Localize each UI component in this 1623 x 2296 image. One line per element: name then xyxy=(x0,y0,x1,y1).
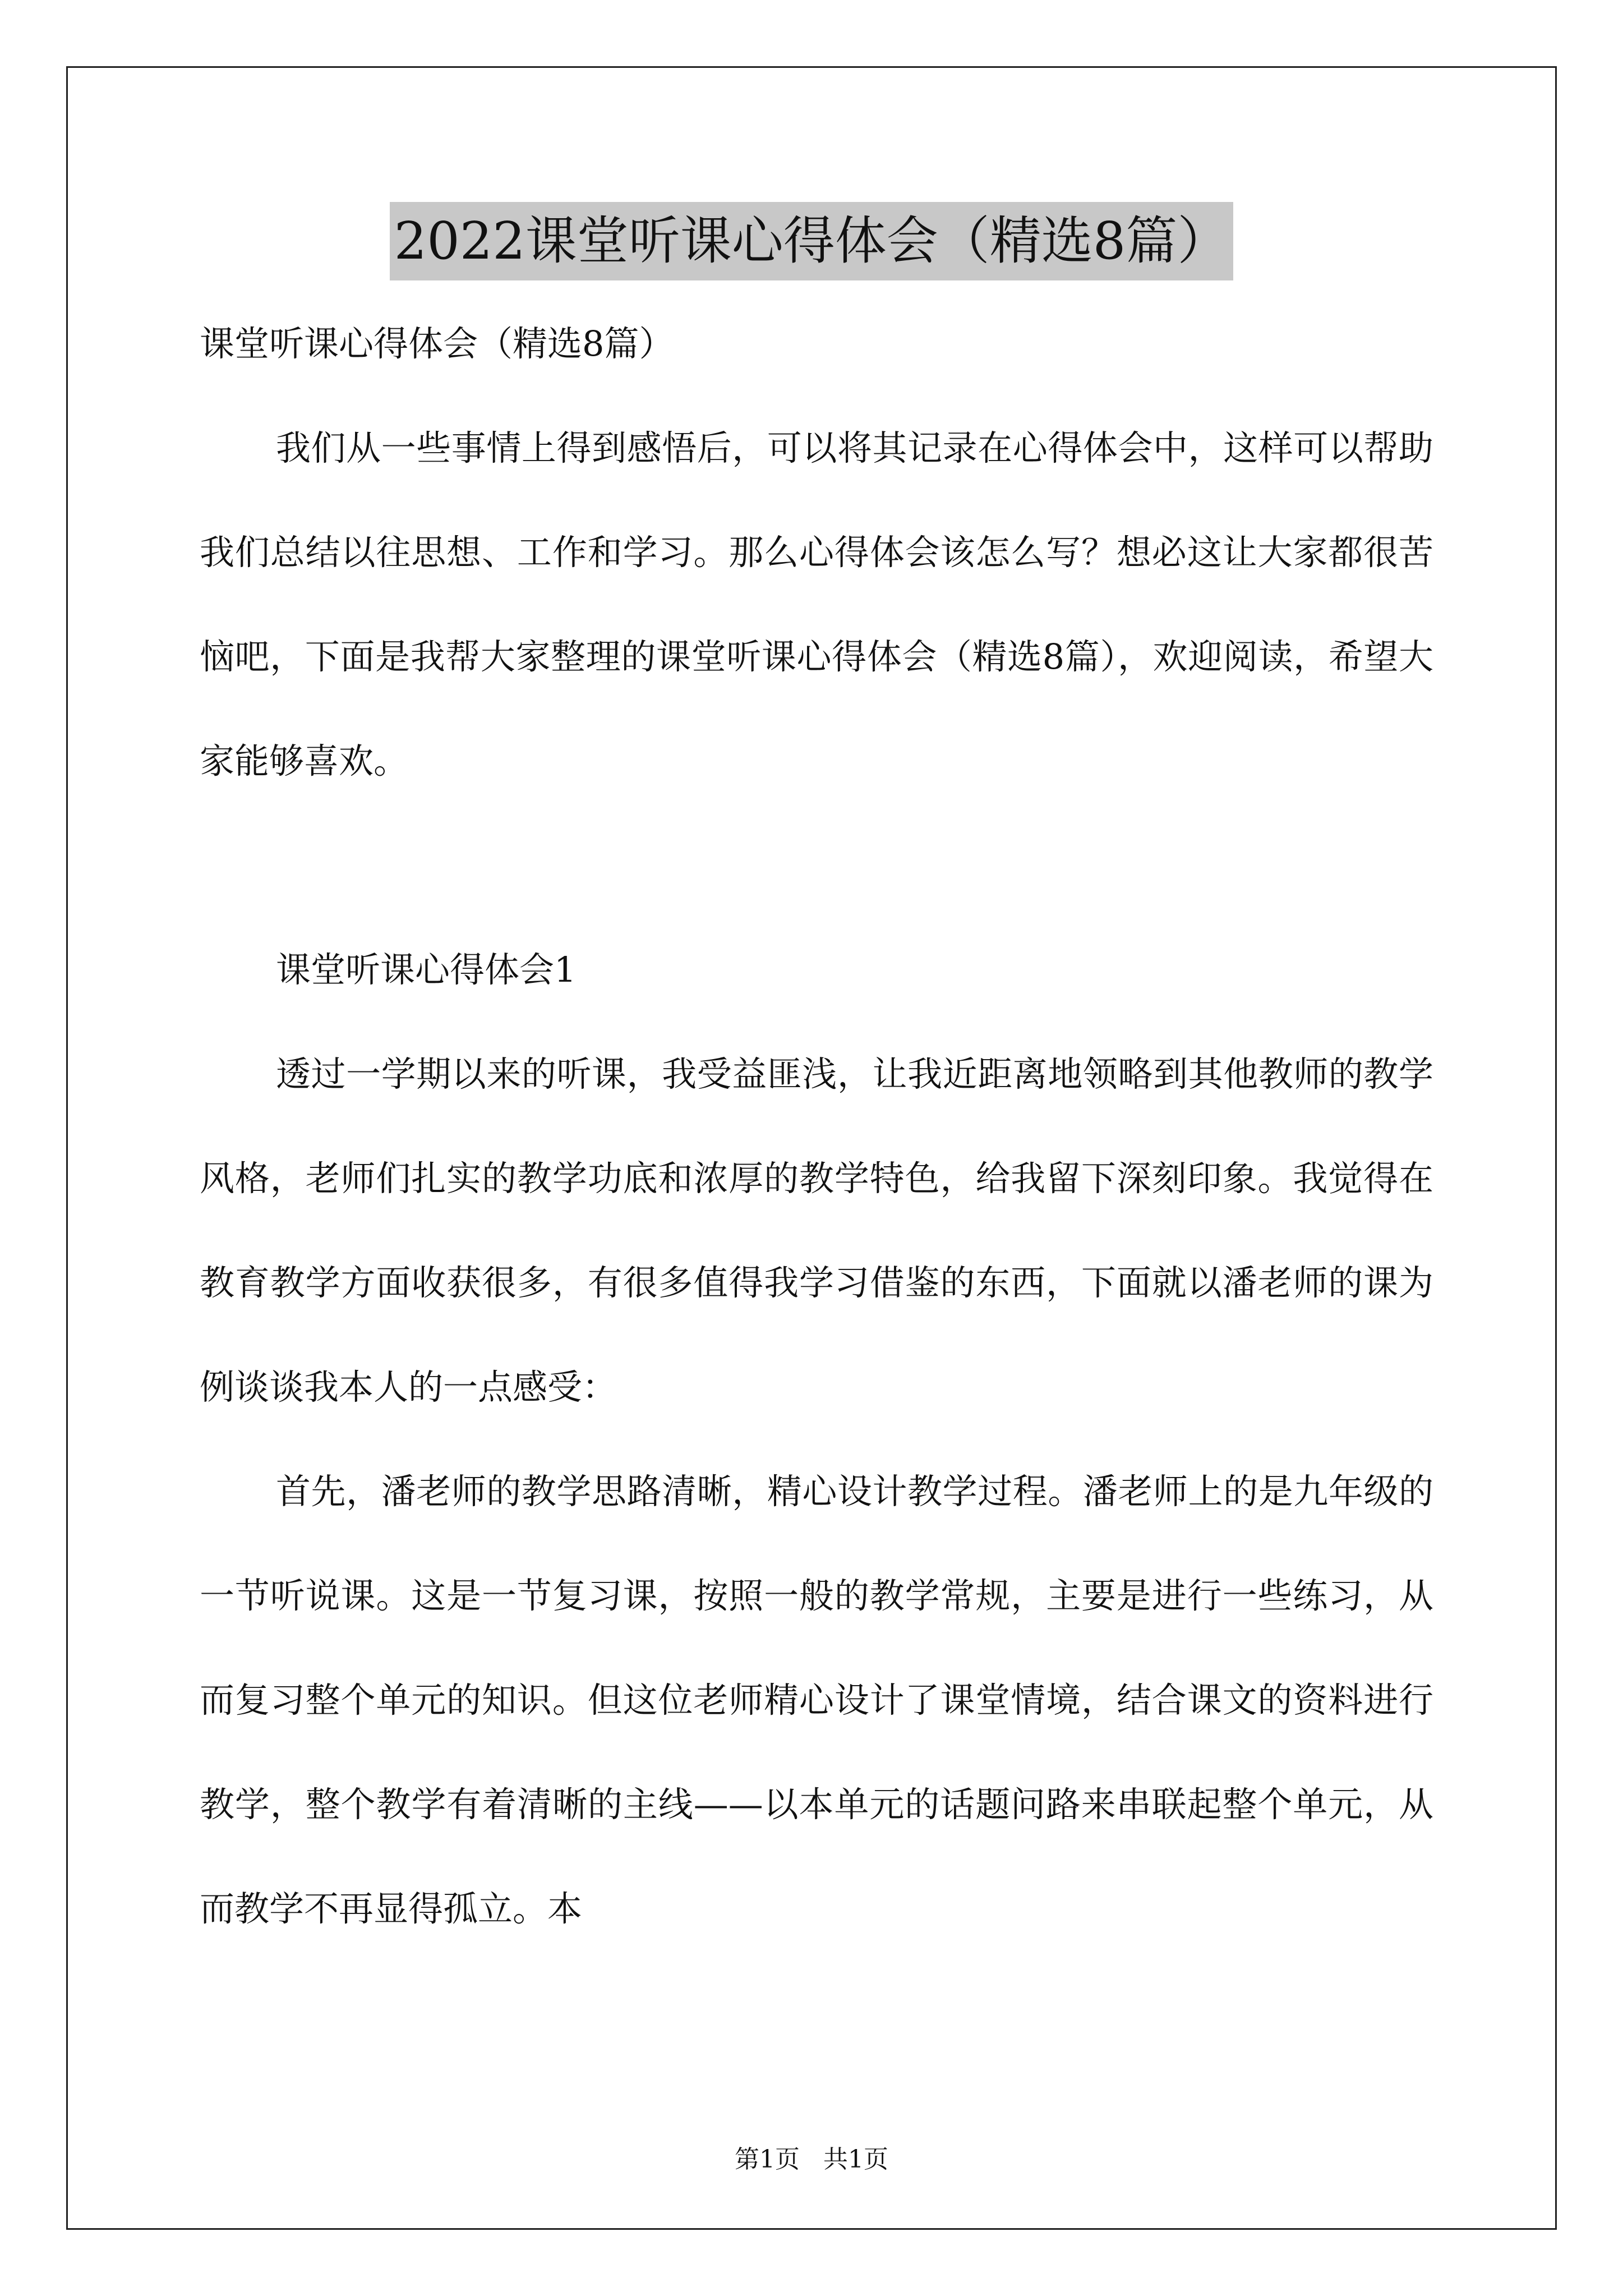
document-body xyxy=(200,292,1433,1961)
title-container xyxy=(0,202,1623,280)
section-heading: 课堂听课心得体会1 xyxy=(276,949,577,990)
section-spacer xyxy=(200,813,1433,918)
intro-paragraph: 我们从一些事情上得到感悟后，可以将其记录在心得体会中，这样可以帮助我们总结以往思想、工作和学习。那么心得体会该怎么写？想必这让大家都很苦恼吧，下面是我帮大家整理的课堂听课心得体会（精选8篇），欢迎阅读，希望大家能够喜欢。 xyxy=(200,427,1433,781)
document-subtitle: 课堂听课心得体会（精选8篇） xyxy=(200,323,674,364)
body-paragraph-2: 首先，潘老师的教学思路清晰，精心设计教学过程。潘老师上的是九年级的一节听说课。这是一节复习课，按照一般的教学常规，主要是进行一些练习，从而复习整个单元的知识。但这位老师精心设计了课堂情境，结合课文的资料进行教学，整个教学有着清晰的主线——以本单元的话题问路来串联起整个单元，从而教学不再显得孤立。本 xyxy=(200,1471,1433,1929)
document-title: 2022课堂听课心得体会（精选8篇） xyxy=(390,202,1234,280)
body-paragraph-1: 透过一学期以来的听课，我受益匪浅，让我近距离地领略到其他教师的教学风格，老师们扎实的教学功底和浓厚的教学特色，给我留下深刻印象。我觉得在教育教学方面收获很多，有很多值得我学习借鉴的东西，下面就以潘老师的课为例谈谈我本人的一点感受： xyxy=(200,1053,1433,1407)
page-footer: 第1页 共1页 xyxy=(735,2145,888,2174)
